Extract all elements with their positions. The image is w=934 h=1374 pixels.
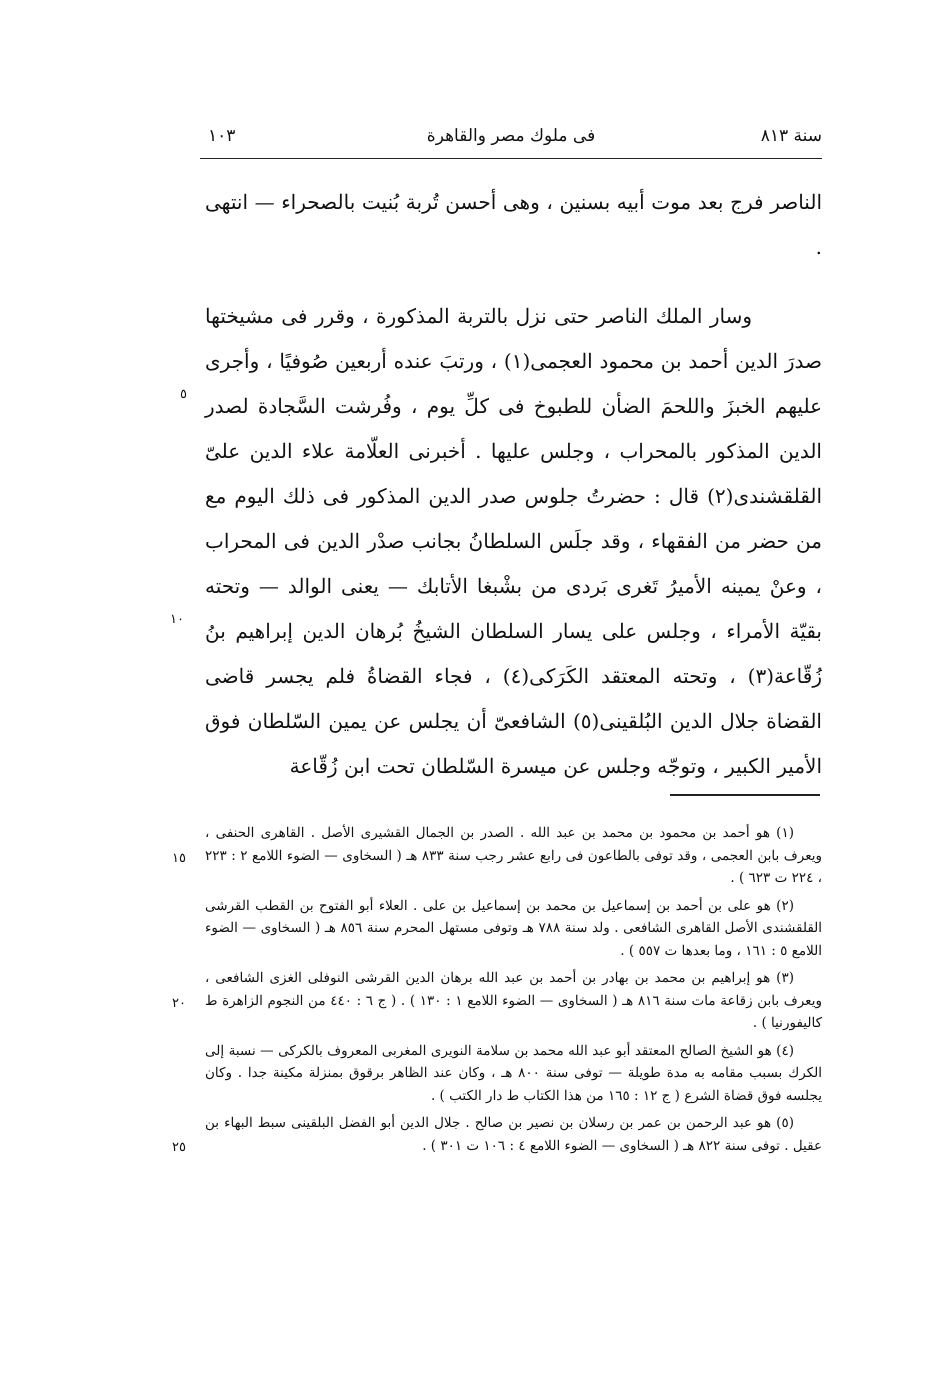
- footnote-3: (٣) هو إبراهيم بن محمد بن بهادر بن أحمد بن عبد الله برهان الدين القرشى النوفلى الغزى الشافعى ، ويعرف بابن زقاعة مات سنة ٨١٦ هـ ( السخاوى — الضوء اللامع ١ : ١٣٠ ) . ( ج ٦ : ٤٤٠ من النجوم الزاهرة ط كاليفورنيا ) .: [205, 970, 822, 1031]
- footnote-1: (١) هو أحمد بن محمود بن محمد بن عبد الله . الصدر بن الجمال القشيرى الأصل . القاهرى الحنفى ، ويعرف بابن العجمى ، وقد توفى بالطاعون فى رابع عشر رجب سنة ٨٣٣ هـ ( السخاوى — الضوء اللامع ٢ : ٢٢٣ ، ٢٢٤ ت ٦٢٣ ) .: [205, 825, 822, 886]
- margin-line-number-20: ٢٠: [172, 996, 186, 1011]
- footnote-4: (٤) هو الشيخ الصالح المعتقد أبو عبد الله محمد بن سلامة النويرى المغربى المعروف بالكركى — نسبة إلى الكرك بسبب مقامه به مدة طويلة — توفى سنة ٨٠٠ هـ ، وكان عند الظاهر برقوق بمنزلة مكينة جدا . وكان يجلسه فوق قضاة الشرع ( ج ١٢ : ١٦٥ من هذا الكتاب ط دار الكتب ) .: [205, 1042, 822, 1104]
- footnote-5: (٥) هو عبد الرحمن بن عمر بن رسلان بن نصير بن صالح . جلال الدين أبو الفضل البلقينى سبط البهاء بن عقيل . توفى سنة ٨٢٢ هـ ( السخاوى — الضوء اللامع ٤ : ١٠٦ ت ٣٠١ ) .: [205, 1115, 822, 1154]
- margin-line-number-25: ٢٥: [172, 1140, 186, 1155]
- page-number: ١٠٣: [208, 126, 236, 146]
- header-year: سنة ٨١٣: [760, 126, 822, 146]
- footnote-2: (٢) هو على بن أحمد بن إسماعيل بن محمد بن إسماعيل بن على . العلاء أبو الفتوح بن القطب القرشى القلقشندى الأصل القاهرى الشافعى . ولد سنة ٧٨٨ هـ وتوفى مستهل المحرم سنة ٨٥٦ هـ ( السخاوى — الضوء اللامع ٥ : ١٦١ ، وما بعدها ت ٥٥٧ ) .: [205, 897, 823, 959]
- footnotes: [205, 822, 822, 1162]
- margin-line-number-10: ١٠: [170, 612, 184, 627]
- margin-line-number-5: ٥: [180, 387, 187, 402]
- paragraph-2: وسار الملك الناصر حتى نزل بالتربة المذكورة ، وقرر فى مشيختها صدرَ الدين أحمد بن محمود العجمى(١) ، ورتبَ عنده أربعين صُوفيًا ، وأجرى عليهم الخبزَ واللحمَ الضأن للطبوخ فى كلِّ يوم ، وفُرشت السَّجادة لصدر الدين المذكور بالمحراب ، وجلس عليها . أخبرنى العلّامة علاء الدين علىّ القلقشندى(٢) قال : حضرتُ جلوس صدر الدين المذكور فى ذلك اليوم مع من حضر من الفقهاء ، وقد جلَس السلطانُ بجانب صدْر الدين فى المحراب ، وعنْ يمينه الأميرُ تَغرى بَردى من بشْبغا الأتابك — يعنى الوالد — وتحته بقيّة الأمراء ، وجلس على يسار السلطان الشيخُ بُرهان الدين إبراهيم بنُ زُقّاعة(٣) ، وتحته المعتقد الكَرَكى(٤) ، فجاء القضاةُ فلم يجسر قاضى القضاة جلال الدين البُلقينى(٥) الشافعىّ أن يجلس عن يمين السّلطان فوق الأمير الكبير ، وتوجّه وجلس عن ميسرة السّلطان تحت ابن زُقّاعة: [205, 304, 822, 778]
- paragraph-1: الناصر فرج بعد موت أبيه بسنين ، وهى أحسن تُربة بُنيت بالصحراء — انتهى .: [205, 190, 822, 259]
- footnote-rule: [670, 794, 820, 796]
- header-rule: [200, 158, 822, 159]
- header-title: فى ملوك مصر والقاهرة: [426, 126, 596, 146]
- margin-line-number-15: ١٥: [172, 851, 186, 866]
- running-header: [200, 118, 822, 152]
- main-text: [205, 180, 822, 789]
